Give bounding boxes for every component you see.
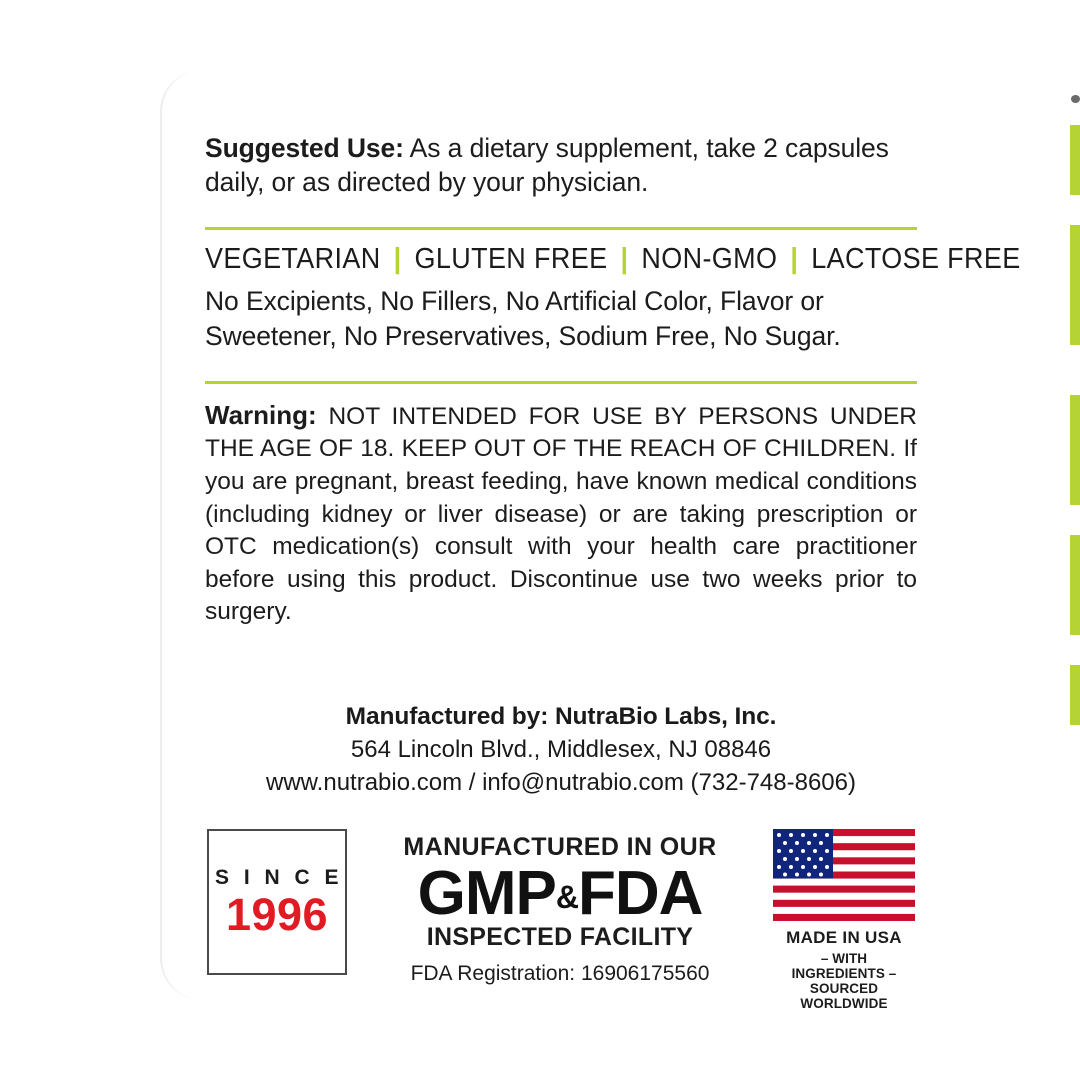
ampersand: &	[555, 878, 578, 915]
claim-gluten-free: GLUTEN FREE	[414, 242, 608, 275]
since-1996-badge	[207, 829, 347, 975]
gmp-bottom-text: INSPECTED FACILITY	[426, 923, 694, 952]
warning-label: Warning:	[205, 399, 317, 430]
warning-text: NOT INTENDED FOR USE BY PERSONS UNDER THE AGE OF 18. KEEP OUT OF THE REACH OF CHILDREN. If you are pregnant, breast feeding, have known medical conditions (including kidney or liver disease) or are taking prescription or OTC medication(s) consult with your health care practitioner before using this product. Discontinue use two weeks prior to surgery.	[205, 402, 917, 626]
right-edge-strip	[1066, 95, 1080, 715]
fda-registration: FDA Registration: 16906175560	[410, 962, 710, 986]
suggested-use-text: As a dietary supplement, take 2 capsules daily, or as directed by your physician.	[205, 132, 889, 198]
claim-separator-3: |	[790, 242, 799, 275]
since-year: 1996	[225, 889, 329, 941]
made-in-usa-text: MADE IN USA	[786, 927, 902, 947]
gmp-fda-badge	[384, 833, 736, 986]
excipients-paragraph: No Excipients, No Fillers, No Artificial Color, Flavor or Sweetener, No Preservatives, Sodium Free, No Sugar.	[205, 285, 841, 352]
claim-separator-1: |	[393, 242, 402, 275]
manufacturer-name: Manufactured by: NutraBio Labs, Inc.	[345, 702, 777, 730]
claim-lactose-free: LACTOSE FREE	[811, 242, 1021, 275]
suggested-use-label: Suggested Use:	[205, 132, 404, 163]
gmp-main-text	[384, 858, 736, 928]
claim-separator-2: |	[620, 242, 629, 275]
label-content	[205, 104, 1021, 1011]
divider-bottom	[205, 381, 917, 384]
manufacturer-address: 564 Lincoln Blvd., Middlesex, NJ 08846	[350, 735, 772, 763]
with-ingredients-text: – WITH INGREDIENTS –	[791, 950, 897, 981]
fda-text: FDA	[577, 858, 703, 928]
claim-non-gmo: NON-GMO	[641, 242, 778, 275]
warning-paragraph	[205, 398, 917, 629]
gmp-top-text: MANUFACTURED IN OUR	[403, 832, 717, 861]
since-label: S I N C E	[214, 866, 344, 890]
manufacturer-block	[205, 703, 917, 797]
badge-row	[205, 829, 917, 1011]
sourced-worldwide-text: SOURCED WORLDWIDE	[800, 980, 888, 1011]
divider-top	[205, 227, 917, 230]
suggested-use-paragraph	[205, 131, 917, 201]
manufacturer-contact: www.nutrabio.com / info@nutrabio.com (732-748-8606)	[266, 768, 856, 796]
usa-flag-icon	[773, 829, 915, 921]
gmp-text: GMP	[417, 858, 556, 928]
claims-row	[205, 242, 1021, 276]
claim-vegetarian: VEGETARIAN	[205, 242, 381, 275]
made-in-usa-badge	[773, 829, 915, 1011]
label-left-edge	[160, 70, 202, 1000]
